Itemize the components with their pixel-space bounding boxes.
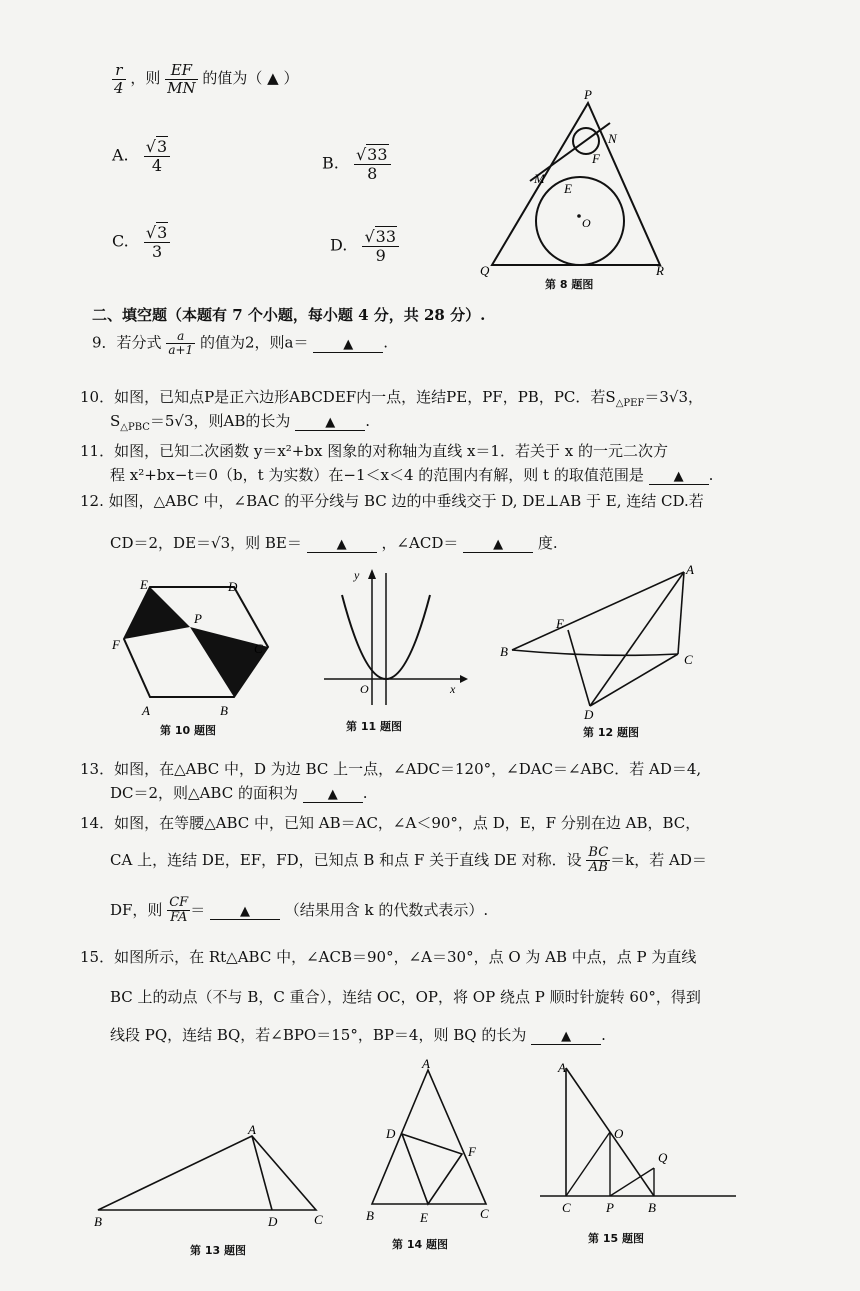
fig13-caption: 第 13 题图 xyxy=(190,1244,246,1257)
q14-answer-blank[interactable] xyxy=(210,901,280,920)
fig14-label-a: A xyxy=(422,1056,430,1071)
fig8-triangle-pqr xyxy=(492,103,660,265)
fig12-label-d: D xyxy=(584,707,594,720)
answer-mark: ▲ xyxy=(673,469,684,484)
q8-stem xyxy=(112,62,298,96)
figure-13 xyxy=(88,1118,338,1230)
question-13-line-2 xyxy=(110,782,368,803)
figure-14 xyxy=(362,1054,502,1224)
fig10-label-p: P xyxy=(194,611,202,626)
fig14-label-c: C xyxy=(480,1206,489,1221)
q10-line1-end: ＝3√3， xyxy=(644,388,704,406)
fig13-label-a: A xyxy=(248,1122,256,1137)
q9-num: a xyxy=(166,330,195,344)
question-14-line-3 xyxy=(110,896,488,926)
figure-15 xyxy=(536,1058,746,1218)
fig15-label-p: P xyxy=(606,1200,614,1215)
fig10-label-d: D xyxy=(228,579,238,594)
question-14-line-2 xyxy=(110,846,707,876)
q10-sub1: △PEF xyxy=(615,398,645,409)
fig8-label-m: M xyxy=(534,171,545,186)
fig8-circle-o xyxy=(536,177,624,265)
q10-s: S xyxy=(110,412,121,430)
q14-line3b: ＝ xyxy=(190,900,206,919)
q14-line2a: CA 上，连结 DE，EF，FD，已知点 B 和点 F 关于直线 DE 对称．设 xyxy=(110,850,582,869)
fig12-segment-dc xyxy=(590,654,678,706)
q10-sub2: △PBC xyxy=(120,422,150,433)
fig11-label-o: O xyxy=(360,682,369,696)
fig12-segment-de xyxy=(568,630,590,706)
answer-mark: ▲ xyxy=(327,787,338,802)
question-10-line-1 xyxy=(80,386,703,409)
q8-stem-text: ，则 xyxy=(130,69,161,87)
fig8-label-n: N xyxy=(608,131,617,146)
q9-end: . xyxy=(383,333,389,352)
q14-frac2-den: FA xyxy=(170,910,188,926)
fig14-label-b: B xyxy=(366,1208,374,1223)
q8-option-c: C. $\frac{√3}{3}$ xyxy=(112,224,170,260)
fig14-label-d: D xyxy=(386,1126,396,1141)
fig8-label-r: R xyxy=(656,263,664,278)
question-15-line-2: BC 上的动点（不与 B，C 重合），连结 OC，OP，将 OP 绕点 P 顺时针旋转 60°，得到 xyxy=(110,988,701,1006)
q15-line3: 线段 PQ，连结 BQ，若∠BPO＝15°，BP＝4，则 BQ 的长为 xyxy=(110,1026,527,1044)
fig14-label-f: F xyxy=(468,1144,476,1159)
fig8-label-e: E xyxy=(564,181,572,196)
q9-den: a+1 xyxy=(168,343,194,358)
fig10-label-b: B xyxy=(220,703,228,718)
answer-mark: ▲ xyxy=(336,537,347,552)
q14-frac-den: AB xyxy=(588,860,608,876)
fig8-label-q: Q xyxy=(480,263,490,278)
question-15-line-1: 15．如图所示，在 Rt△ABC 中，∠ACB＝90°，∠A＝30°，点 O 为 AB 中点，点 P 为直线 xyxy=(80,948,697,966)
q15-end: . xyxy=(601,1026,606,1044)
fig12-side-bc xyxy=(512,650,678,655)
q15-answer-blank[interactable] xyxy=(531,1026,601,1045)
q9-answer-blank[interactable] xyxy=(313,334,383,353)
option-denominator: 9 xyxy=(375,245,386,265)
fig13-label-c: C xyxy=(314,1212,323,1227)
fig13-label-d: D xyxy=(268,1214,278,1229)
fig11-y-arrow xyxy=(368,569,376,579)
option-denominator: 8 xyxy=(367,163,378,183)
fig11-caption: 第 11 题图 xyxy=(346,720,402,733)
fig15-caption: 第 15 题图 xyxy=(588,1232,644,1245)
q14-line3a: DF，则 xyxy=(110,900,163,919)
q14-frac2-num: CF xyxy=(169,895,189,910)
fig15-segment-pq xyxy=(610,1168,654,1196)
fig14-label-e: E xyxy=(420,1210,428,1224)
fig10-label-c: C xyxy=(254,641,263,656)
section-2-heading: 二、填空题（本题有 7 个小题，每小题 4 分，共 28 分）. xyxy=(92,306,486,324)
option-radicand: 3 xyxy=(156,137,168,156)
fig11-x-arrow xyxy=(460,675,468,683)
fig15-label-q: Q xyxy=(658,1150,668,1165)
fig15-segment-oc xyxy=(566,1132,610,1196)
q8-option-b: B. $\frac{√33}{8}$ xyxy=(322,146,391,182)
q13-end: . xyxy=(362,784,368,802)
option-radicand: 33 xyxy=(367,145,388,164)
q13-answer-blank[interactable] xyxy=(303,784,363,803)
q10-answer-blank[interactable] xyxy=(295,412,365,431)
option-radicand: 3 xyxy=(157,223,168,242)
fig10-caption: 第 10 题图 xyxy=(160,724,216,737)
question-11-line-1: 11．如图，已知二次函数 y＝x²+bx 图象的对称轴为直线 x＝1．若关于 x 的一元二次方 xyxy=(80,442,668,460)
fig12-side-ac xyxy=(678,572,684,654)
question-12-line-2 xyxy=(110,532,558,553)
question-15-line-3 xyxy=(110,1024,606,1045)
question-9 xyxy=(92,330,388,357)
q13-line2: DC＝2，则△ABC 的面积为 xyxy=(110,784,298,802)
fig11-label-x: x xyxy=(450,682,456,696)
q9-suffix: 的值为2，则a＝ xyxy=(199,333,309,352)
fig12-side-ba xyxy=(512,572,684,650)
figure-8 xyxy=(470,85,690,295)
fig14-triangle-def xyxy=(402,1134,462,1204)
option-letter: A. xyxy=(112,145,129,165)
fig10-triangle-pbc xyxy=(190,627,268,697)
q8-stem-tail: 的值为（ ▲ ） xyxy=(202,69,299,87)
option-letter: D. xyxy=(330,235,348,255)
fig11-label-y: y xyxy=(354,568,360,582)
answer-mark: ▲ xyxy=(239,903,250,919)
fig10-label-a: A xyxy=(142,703,150,718)
fig12-label-b: B xyxy=(500,644,508,659)
fig13-triangle xyxy=(98,1136,316,1210)
question-12-line-1: 12. 如图，△ABC 中，∠BAC 的平分线与 BC 边的中垂线交于 D, DE⊥AB 于 E, 连结 CD.若 xyxy=(80,492,704,510)
q10-line2-rest: ＝5√3，则AB的长为 xyxy=(149,412,291,430)
fig8-center-dot xyxy=(577,214,581,218)
q8-option-d: D. $\frac{√33}{9}$ xyxy=(330,228,399,264)
fig8-label-p: P xyxy=(584,87,592,102)
q11-answer-blank[interactable] xyxy=(649,466,709,485)
figure-10 xyxy=(110,575,280,720)
figure-12 xyxy=(498,562,713,720)
fig8-caption: 第 8 题图 xyxy=(545,278,594,291)
fig12-caption: 第 12 题图 xyxy=(583,726,639,739)
fig12-label-a: A xyxy=(686,562,694,577)
q8-prefix-den: 4 xyxy=(114,78,124,97)
q8-frac-den: MN xyxy=(167,78,196,97)
fig15-label-a: A xyxy=(558,1060,566,1075)
q8-option-a: A. $\frac{√3}{4}$ xyxy=(112,138,170,174)
fig15-label-c: C xyxy=(562,1200,571,1215)
answer-mark: ▲ xyxy=(561,1029,572,1044)
question-11-line-2 xyxy=(110,464,713,485)
fig12-label-c: C xyxy=(684,652,693,667)
q9-prefix: 9．若分式 xyxy=(92,333,162,352)
fig10-label-e: E xyxy=(140,577,148,592)
fig15-label-o: O xyxy=(614,1126,624,1141)
q11-end: . xyxy=(708,466,714,484)
q12-line2b: ，∠ACD＝ xyxy=(381,534,459,552)
question-10-line-2 xyxy=(110,410,370,433)
fig8-label-o: O xyxy=(582,216,591,230)
question-13-line-1: 13．如图，在△ABC 中，D 为边 BC 上一点，∠ADC＝120°，∠DAC＝∠ABC．若 AD＝4, xyxy=(80,760,702,778)
q12-answer-blank-2[interactable] xyxy=(463,534,533,553)
q10-end: . xyxy=(365,412,370,430)
answer-mark: ▲ xyxy=(343,336,354,352)
q10-line1: 10．如图，已知点P是正六边形ABCDEF内一点，连结PE，PF，PB，PC．若S xyxy=(80,388,616,406)
option-radicand: 33 xyxy=(375,227,396,246)
fig14-segment-de xyxy=(402,1134,428,1204)
fig14-caption: 第 14 题图 xyxy=(392,1238,448,1251)
q12-line2c: 度. xyxy=(537,534,558,552)
q8-frac-num: EF xyxy=(165,62,197,80)
option-letter: B. xyxy=(322,153,339,173)
fig10-triangle-pef xyxy=(124,587,190,639)
figure-11 xyxy=(318,565,468,710)
option-denominator: 3 xyxy=(151,241,163,261)
q12-line2a: CD＝2，DE＝√3，则 BE＝ xyxy=(110,534,302,552)
fig15-label-b: B xyxy=(648,1200,656,1215)
q14-line2b: ＝k，若 AD＝ xyxy=(610,850,707,869)
q14-frac-num: BC xyxy=(588,845,609,860)
q12-answer-blank-1[interactable] xyxy=(307,534,377,553)
question-14-line-1: 14．如图，在等腰△ABC 中，已知 AB＝AC，∠A＜90°，点 D，E，F 分别在边 AB，BC， xyxy=(80,814,701,832)
q11-line2: 程 x²+bx−t＝0（b，t 为实数）在−1＜x＜4 的范围内有解，则 t 的取值范围是 xyxy=(110,466,644,484)
answer-mark: ▲ xyxy=(325,415,336,430)
fig8-label-f: F xyxy=(592,151,600,166)
q14-line3c: （结果用含 k 的代数式表示）. xyxy=(284,900,489,919)
answer-mark: ▲ xyxy=(493,537,504,552)
fig13-label-b: B xyxy=(94,1214,102,1229)
q8-prefix-num: r xyxy=(112,62,126,80)
option-letter: C. xyxy=(112,231,129,251)
fig10-label-f: F xyxy=(112,637,120,652)
option-denominator: 4 xyxy=(151,155,163,175)
fig12-label-e: E xyxy=(556,616,564,631)
fig12-bisector-ad xyxy=(590,572,684,706)
